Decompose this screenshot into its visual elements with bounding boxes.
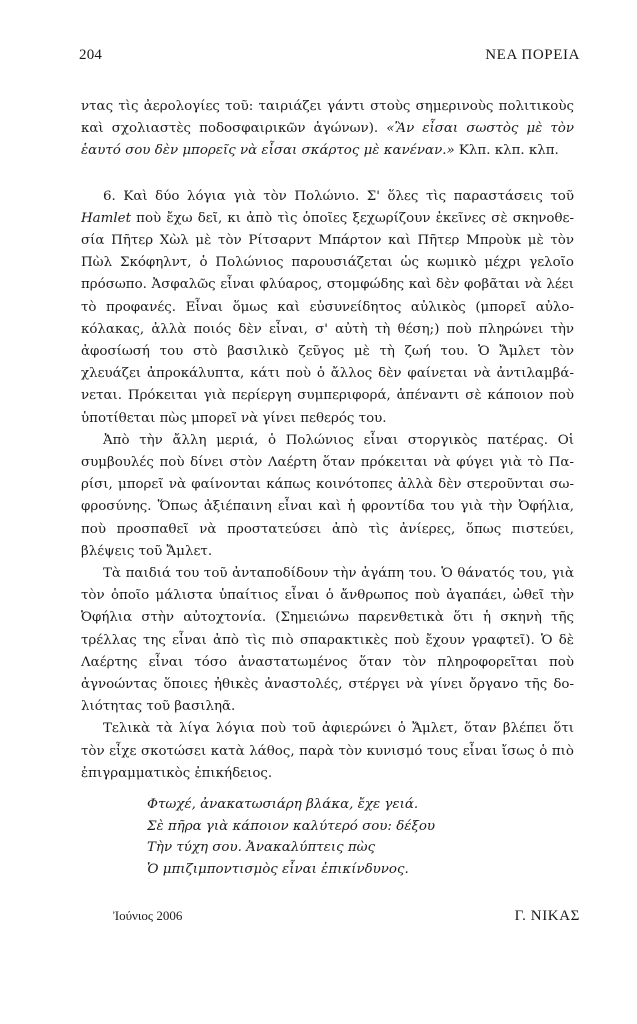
paragraph-epitaph: Τελικὰ τὰ λίγα λόγια ποὺ τοῦ ἀφιερώνει ὁ Ἄμλετ, ὅταν βλέπει ὅτι τὸν εἶχε σκοτώσει κατὰ λάθος, παρὰ τὸν κυνισμό τους εἶναι ἴσως ὁ πιὸ ἐπιγραμματικὸς ἐπικήδειος. bbox=[81, 721, 574, 781]
poem-quote bbox=[147, 794, 435, 880]
poem-line: Τὴν τύχη σου. Ἀνακαλύπτεις πὼς bbox=[147, 840, 376, 856]
article-footer bbox=[113, 908, 580, 925]
quote: «Ἂν εἶσαι σωστὸς μὲ τὸν ἑαυτό σου δὲν μπορεῖς νὰ εἶσαι σκάρτος μὲ κανέναν.» bbox=[81, 121, 575, 159]
poem-line: Ὁ μπιζιμποντισμὸς εἶναι ἐπικίνδυνος. bbox=[147, 861, 409, 877]
paragraph-text: 6. Καὶ δύο λόγια γιὰ τὸν Πολώνιο. Σ' ὅλες τὶς παραστάσεις τοῦ bbox=[103, 188, 574, 204]
page-number: 204 bbox=[79, 47, 103, 63]
author-signature: Γ. ΝΙΚΑΣ bbox=[514, 908, 580, 924]
paragraph-text: ποὺ ἔχω δεῖ, κι ἀπὸ τὶς ὁποῖες ξεχωρίζουν ἐκεῖνες σὲ σκηνοθεσία Πῆτερ Χὼλ μὲ τὸν Ρίτσαρντ Μπάρτον καὶ Πῆτερ Μπροὺκ μὲ τὸν Πὼλ Σκόφηλντ, ὁ Πολώνιος παρουσιάζεται ὡς κωμικὸ μέχρι γελοῖο πρόσωπο. Ἀσφαλῶς εἶναι φλύαρος, στομφώδης καὶ δὲν φοβᾶται νὰ λέει τὸ προφανές. Εἶναι ὅμως καὶ εὐσυνείδητος αὐλικὸς (μπορεῖ αὐλοκόλακας, ἀλλὰ ποιός δὲν εἶναι, σ' αὐτὴ τὴ θέση;) ποὺ πληρώνει τὴν ἀφοσίωσή του στὸ βασιλικὸ ζεῦγος μὲ τὴ ζωή του. Ὁ Ἄμλετ τὸν χλευάζει ἀπροκάλυπτα, κάτι ποὺ ὁ ἄλλος δὲν φαίνεται νὰ ἀντιλαμβάνεται. Πρόκειται γιὰ περίεργη συμπεριφορά, ἀπέναντι σὲ κάποιον ποὺ ὑποτίθεται πὼς μπορεῖ νὰ γίνει πεθερός του. bbox=[81, 210, 574, 426]
page-header bbox=[79, 47, 580, 69]
paragraph-children: Τὰ παιδιά του τοῦ ἀνταποδίδουν τὴν ἀγάπη του. Ὁ θάνατός του, γιὰ τὸν ὁποῖο μάλιστα ὑπαίτιος εἶναι ὁ ἄνθρωπος ποὺ ἀγαπάει, ὠθεῖ τὴν Ὀφήλια στὴν αὐτοχτονία. (Σημειώνω παρενθετικὰ ὅτι ἡ σκηνὴ τῆς τρέλλας της εἶναι ἀπὸ τὶς πιὸ σπαρακτικὲς ποὺ ἔχουν γραφτεῖ). Ὁ δὲ Λαέρτης εἶναι τόσο ἀναστατωμένος ὅταν τὸν πληροφορεῖται ποὺ ἀγνοώντας ὅποιες ἠθικὲς ἀναστολές, στέργει νὰ γίνει ὄργανο τῆς δολιότητας τοῦ βασιληᾶ. bbox=[81, 566, 574, 715]
paragraph-text: ντας τὶς ἀερολογίες τοῦ: ταιριάζει γάντι στοὺς σημερινοὺς πολιτικοὺς καὶ σχολιαστὲς ποδοσφαιρικῶν ἀγώνων). bbox=[81, 99, 574, 137]
paragraph-ending: Κλπ. κλπ. κλπ. bbox=[454, 143, 559, 159]
paragraph-father: Ἀπὸ τὴν ἄλλη μεριά, ὁ Πολώνιος εἶναι στοργικὸς πατέρας. Οἱ συμβουλές ποὺ δίνει στὸν Λαέρτη ὅταν πρόκειται νὰ φύγει γιὰ τὸ Παρίσι, μπορεῖ νὰ φαίνονται κάπως κοινότοπες ἀλλὰ δὲν στεροῦνται σωφροσύνης. Ὅπως ἀξιέπαινη εἶναι καὶ ἡ φροντίδα του γιὰ τὴν Ὀφήλια, ποὺ προσπαθεῖ νὰ προστατεύσει ἀπὸ τὶς ἀνίερες, ὅπως πιστεύει, βλέψεις τοῦ Ἄμλετ. bbox=[81, 432, 574, 559]
paragraph-polonius bbox=[81, 186, 574, 430]
date: Ἰούνιος 2006 bbox=[113, 908, 183, 923]
paragraph-continuation bbox=[81, 96, 574, 163]
poem-line: Σὲ πῆρα γιὰ κάποιον καλύτερό σου: δέξου bbox=[147, 818, 436, 834]
running-head: ΝΕΑ ΠΟΡΕΙΑ bbox=[485, 47, 580, 63]
play-title: Hamlet bbox=[81, 210, 131, 226]
article-body bbox=[81, 96, 574, 785]
poem-line: Φτωχέ, ἀνακατωσιάρη βλάκα, ἔχε γειά. bbox=[147, 797, 419, 812]
